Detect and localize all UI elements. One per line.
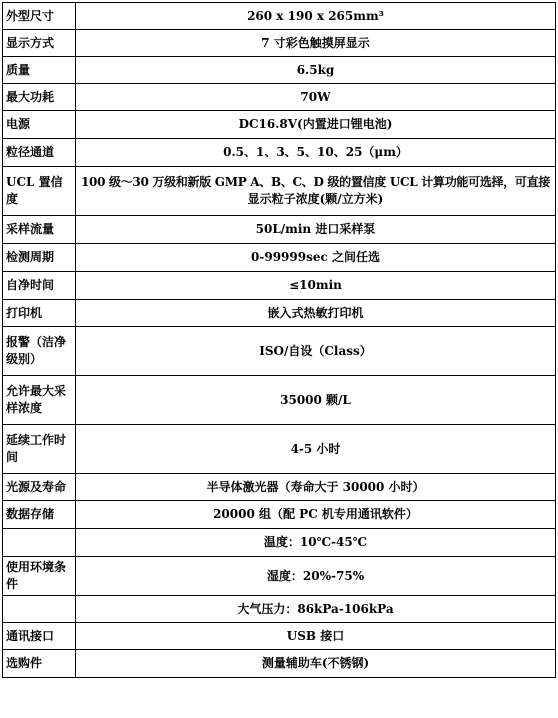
row-label-interface: 通讯接口 <box>3 623 76 650</box>
table-row <box>3 501 556 529</box>
row-label-max-concentration: 允许最大采样浓度 <box>3 376 76 425</box>
ucl-line-2: 显示粒子浓度(颗/立方米) <box>247 192 384 206</box>
table-row <box>3 111 556 139</box>
spec-table <box>2 2 556 678</box>
row-label-light-source: 光源及寿命 <box>3 474 76 501</box>
row-value-weight: 6.5kg <box>76 57 556 84</box>
row-label-channels: 粒径通道 <box>3 139 76 167</box>
table-row <box>3 272 556 300</box>
row-value-env-pressure: 大气压力：86kPa-106kPa <box>76 596 556 623</box>
row-label-env-blank-1 <box>3 529 76 557</box>
row-value-max-concentration: 35000 颗/L <box>76 376 556 425</box>
row-label-env: 使用环境条件 <box>3 557 76 596</box>
row-label-env-blank-2 <box>3 596 76 623</box>
ucl-line-1: 100 级～30 万级和新版 GMP A、B、C、D 级的置信度 UCL 计算功能可选择，可直接 <box>80 175 550 189</box>
row-value-display: 7 寸彩色触摸屏显示 <box>76 30 556 57</box>
table-row <box>3 30 556 57</box>
table-row <box>3 425 556 474</box>
row-value-light-source: 半导体激光器（寿命大于 30000 小时） <box>76 474 556 501</box>
table-row <box>3 300 556 327</box>
row-label-selfclean: 自净时间 <box>3 272 76 300</box>
table-row <box>3 167 556 216</box>
table-row <box>3 327 556 376</box>
table-row <box>3 84 556 111</box>
row-value-printer: 嵌入式热敏打印机 <box>76 300 556 327</box>
row-value-env-humidity: 湿度：20%-75% <box>76 557 556 596</box>
row-label-options: 选购件 <box>3 650 76 678</box>
table-row <box>3 623 556 650</box>
row-label-display: 显示方式 <box>3 30 76 57</box>
table-row <box>3 244 556 272</box>
row-label-storage: 数据存储 <box>3 501 76 529</box>
table-row <box>3 216 556 244</box>
row-label-runtime: 延续工作时间 <box>3 425 76 474</box>
row-value-power-supply: DC16.8V(内置进口锂电池) <box>76 111 556 139</box>
row-label-cycle: 检测周期 <box>3 244 76 272</box>
row-value-alarm: ISO/自设（Class） <box>76 327 556 376</box>
row-label-dimensions: 外型尺寸 <box>3 3 76 30</box>
table-row <box>3 529 556 557</box>
table-row <box>3 139 556 167</box>
row-value-dimensions: 260 x 190 x 265mm³ <box>76 3 556 30</box>
row-value-power: 70W <box>76 84 556 111</box>
row-value-env-temperature: 温度：10℃-45℃ <box>76 529 556 557</box>
row-label-power-supply: 电源 <box>3 111 76 139</box>
row-label-weight: 质量 <box>3 57 76 84</box>
row-value-storage: 20000 组（配 PC 机专用通讯软件） <box>76 501 556 529</box>
row-label-alarm: 报警（洁净级别） <box>3 327 76 376</box>
row-value-interface: USB 接口 <box>76 623 556 650</box>
row-value-flow: 50L/min 进口采样泵 <box>76 216 556 244</box>
row-value-runtime: 4-5 小时 <box>76 425 556 474</box>
table-row <box>3 474 556 501</box>
table-row <box>3 57 556 84</box>
table-row <box>3 596 556 623</box>
row-label-ucl: UCL 置信度 <box>3 167 76 216</box>
table-row <box>3 557 556 596</box>
row-value-channels: 0.5、1、3、5、10、25（μm） <box>76 139 556 167</box>
table-row <box>3 376 556 425</box>
row-value-selfclean: ≤10min <box>76 272 556 300</box>
row-value-cycle: 0-99999sec 之间任选 <box>76 244 556 272</box>
table-row <box>3 650 556 678</box>
row-label-printer: 打印机 <box>3 300 76 327</box>
row-value-ucl <box>76 167 556 216</box>
row-value-options: 测量辅助车(不锈钢) <box>76 650 556 678</box>
row-label-flow: 采样流量 <box>3 216 76 244</box>
row-label-power: 最大功耗 <box>3 84 76 111</box>
table-row <box>3 3 556 30</box>
